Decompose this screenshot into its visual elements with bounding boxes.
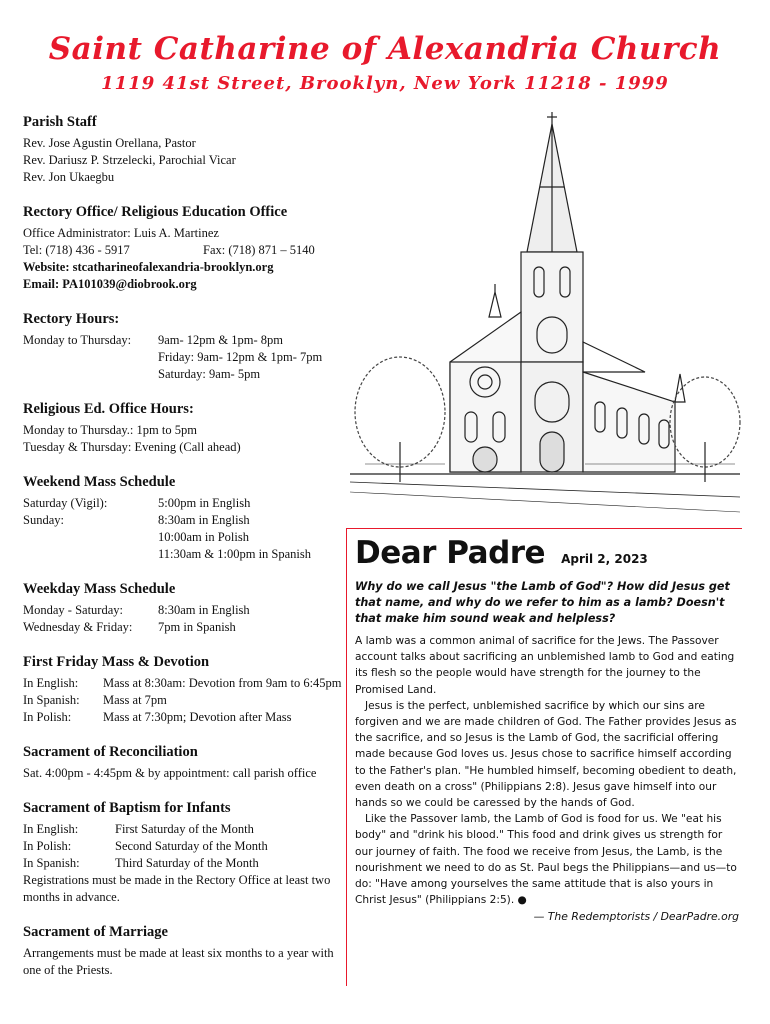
- hours-row: [23, 366, 343, 383]
- rectory-hours-section: [23, 311, 343, 383]
- weekend-mass-section: [23, 474, 343, 563]
- dear-padre-paragraph: A lamb was a common animal of sacrifice for the Jews. The Passover account talks about sacrificing an unblemished lamb to God and eating its flesh so the people would have strength for the journey to the Promised Land.: [355, 635, 735, 696]
- schedule-row: [23, 529, 343, 546]
- schedule-label: [23, 529, 158, 546]
- schedule-label: [23, 546, 158, 563]
- schedule-value: 7pm in Spanish: [158, 620, 236, 634]
- section-heading: Rectory Office/ Religious Education Office: [23, 204, 288, 220]
- hours-value: Saturday: 9am- 5pm: [158, 367, 261, 381]
- page-header: [0, 30, 770, 96]
- schedule-label: Monday - Saturday:: [23, 603, 123, 617]
- schedule-label: Sunday:: [23, 513, 64, 527]
- baptism-section: [23, 800, 343, 906]
- schedule-label: In English:: [23, 822, 79, 836]
- marriage-section: [23, 924, 343, 979]
- schedule-label: In Spanish:: [23, 693, 80, 707]
- schedule-label: Saturday (Vigil):: [23, 496, 108, 510]
- schedule-row: [23, 602, 343, 619]
- schedule-label: Wednesday & Friday:: [23, 620, 133, 634]
- schedule-row: [23, 546, 343, 563]
- section-heading: Sacrament of Marriage: [23, 924, 168, 940]
- schedule-value: Mass at 8:30am: Devotion from 9am to 6:45pm: [103, 676, 342, 690]
- section-heading: First Friday Mass & Devotion: [23, 654, 210, 670]
- section-heading: Weekend Mass Schedule: [23, 474, 176, 490]
- website-link[interactable]: Website: stcatharineofalexandria-brooklyn.org: [23, 260, 274, 274]
- staff-line: Rev. Jon Ukaegbu: [23, 170, 115, 184]
- schedule-value: 10:00am in Polish: [158, 530, 249, 544]
- reconciliation-section: [23, 744, 343, 782]
- hours-label: Monday to Thursday:: [23, 333, 132, 347]
- schedule-value: First Saturday of the Month: [115, 822, 254, 836]
- left-column: [23, 114, 343, 997]
- schedule-row: [23, 855, 343, 872]
- schedule-value: Mass at 7:30pm; Devotion after Mass: [103, 710, 292, 724]
- dear-padre-body: [355, 633, 739, 908]
- section-heading: Sacrament of Reconciliation: [23, 744, 198, 760]
- schedule-value: 11:30am & 1:00pm in Spanish: [158, 547, 312, 561]
- church-address: 1119 41st Street, Brooklyn, New York 11218 - 1999: [101, 73, 669, 94]
- baptism-note: Registrations must be made in the Rectory Office at least two months in advance.: [23, 873, 331, 904]
- dear-padre-paragraph: Like the Passover lamb, the Lamb of God is food for us. We "eat his body" and "drink his blood." This food and drink gives us strength for our journey of faith. The food we receive from Jesus, the Lamb, is the nourishment we need to do as St. Paul begs the Philippians—and us—to do: "Have among yourselves the same attitude that is also yours in Christ Jesus" (Philippians 2:5). ●: [355, 813, 737, 907]
- staff-line: Rev. Dariusz P. Strzelecki, Parochial Vicar: [23, 153, 236, 167]
- rectory-office-section: [23, 204, 343, 293]
- schedule-row: [23, 512, 343, 529]
- schedule-label: In Polish:: [23, 710, 72, 724]
- section-heading: Rectory Hours:: [23, 311, 120, 327]
- marriage-text: Arrangements must be made at least six months to a year with one of the Priests.: [23, 946, 334, 977]
- schedule-value: Third Saturday of the Month: [115, 856, 259, 870]
- hours-line: Tuesday & Thursday: Evening (Call ahead): [23, 440, 241, 454]
- schedule-label: In English:: [23, 676, 79, 690]
- schedule-value: Second Saturday of the Month: [115, 839, 268, 853]
- phone-row: [23, 242, 343, 259]
- dear-padre-box: [346, 528, 742, 986]
- dear-padre-question: Why do we call Jesus "the Lamb of God"? How did Jesus get that name, and why do we refer to him as a lamb? Doesn't that make him sound weak and helpless?: [355, 580, 730, 625]
- fax-number: Fax: (718) 871 – 5140: [203, 243, 315, 257]
- hours-value: Friday: 9am- 12pm & 1pm- 7pm: [158, 350, 323, 364]
- schedule-value: 8:30am in English: [158, 513, 250, 527]
- hours-value: 9am- 12pm & 1pm- 8pm: [158, 333, 283, 347]
- section-heading: Sacrament of Baptism for Infants: [23, 800, 231, 816]
- dear-padre-signature: — The Redemptorists / DearPadre.org: [533, 910, 739, 924]
- parish-staff-section: [23, 114, 343, 186]
- section-heading: Religious Ed. Office Hours:: [23, 401, 194, 417]
- dear-padre-paragraph: Jesus is the perfect, unblemished sacrifice by which our sins are forgiven and we are made children of God. The Father provides Jesus as the sacrifice, and so Jesus is the Lamb of God, the sacrificial offering made because God loves us. Jesus chose to sacrifice himself according to the Father's plan. "He humbled himself, becoming obedient to death, even death on a cross" (Philippians 2:8). Jesus gave himself into our hands so we could be caressed by the hands of God.: [355, 699, 737, 810]
- schedule-value: Mass at 7pm: [103, 693, 167, 707]
- hours-line: Monday to Thursday.: 1pm to 5pm: [23, 423, 197, 437]
- email-link[interactable]: Email: PA101039@diobrook.org: [23, 277, 197, 291]
- section-heading: Parish Staff: [23, 114, 97, 130]
- hours-row: [23, 332, 343, 349]
- phone-number: Tel: (718) 436 - 5917: [23, 243, 130, 257]
- church-illustration: [345, 112, 745, 532]
- section-heading: Weekday Mass Schedule: [23, 581, 176, 597]
- church-title: Saint Catharine of Alexandria Church: [48, 31, 722, 67]
- first-friday-section: [23, 654, 343, 726]
- schedule-row: [23, 692, 343, 709]
- hours-row: [23, 349, 343, 366]
- schedule-row: [23, 838, 343, 855]
- office-administrator: Office Administrator: Luis A. Martinez: [23, 226, 219, 240]
- dear-padre-header: [355, 535, 742, 571]
- dear-padre-date: April 2, 2023: [561, 552, 648, 566]
- religious-ed-hours-section: [23, 401, 343, 456]
- schedule-row: [23, 675, 343, 692]
- schedule-value: 8:30am in English: [158, 603, 250, 617]
- schedule-label: In Spanish:: [23, 856, 80, 870]
- schedule-value: 5:00pm in English: [158, 496, 251, 510]
- schedule-row: [23, 709, 343, 726]
- reconciliation-text: Sat. 4:00pm - 4:45pm & by appointment: call parish office: [23, 766, 317, 780]
- staff-line: Rev. Jose Agustin Orellana, Pastor: [23, 136, 196, 150]
- weekday-mass-section: [23, 581, 343, 636]
- schedule-row: [23, 619, 343, 636]
- schedule-row: [23, 821, 343, 838]
- schedule-label: In Polish:: [23, 839, 72, 853]
- dear-padre-title: Dear Padre: [355, 535, 546, 571]
- schedule-row: [23, 495, 343, 512]
